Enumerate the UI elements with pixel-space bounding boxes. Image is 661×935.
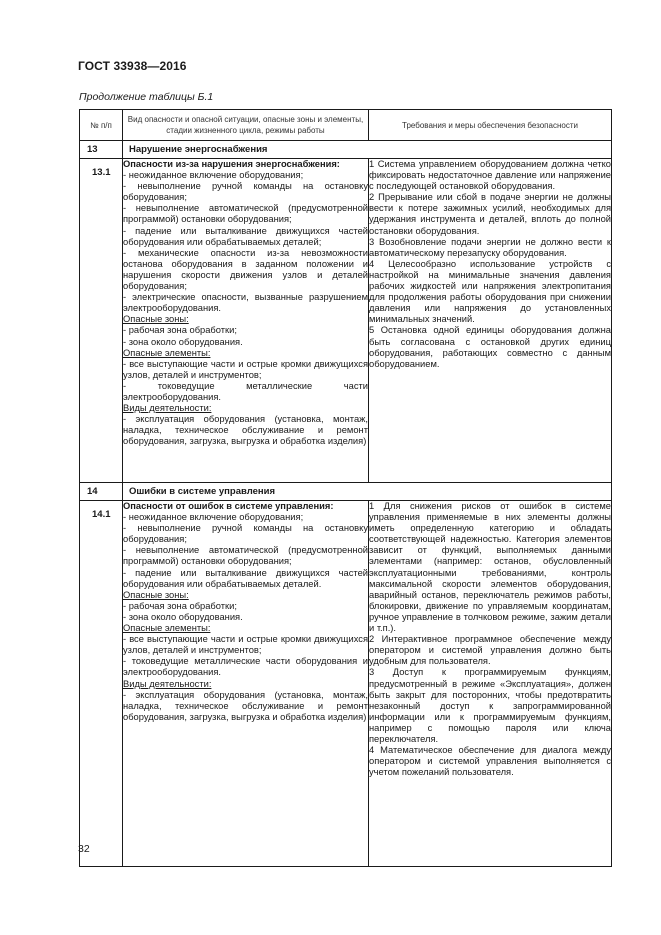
hazard-item: - электрические опасности, вызванные разрушением электрооборудования. xyxy=(123,292,368,314)
hazard-subheading: Опасные зоны: xyxy=(123,589,189,600)
requirement-item: 3 Доступ к программируемым функциям, предусмотренный в режиме «Эксплуатация», должен быть закрыт для посторонних, чтобы предотвратить незаконный доступ к запрограммированной информации или к программируемым функциям, например с помощью пароля или ключа переключателя. xyxy=(369,667,611,744)
hazard-item: - неожиданное включение оборудования; xyxy=(123,170,304,181)
table-header-row xyxy=(80,110,612,141)
hazard-item: - все выступающие части и острые кромки движущихся узлов, деталей и инструментов; xyxy=(123,358,368,380)
hazard-item: - невыполнение ручной команды на остановку оборудования; xyxy=(123,181,368,203)
hazard-item: - эксплуатация оборудования (установка, монтаж, наладка, техническое обслуживание и ремонт оборудования, загрузка, выгрузка и обработка изделия) xyxy=(123,414,368,447)
hazard-description xyxy=(123,501,369,867)
requirement-item: 1 Система управлением оборудованием должна четко фиксировать недостаточное давление или напряжение с последующей остановкой оборудования. xyxy=(369,159,611,192)
hazard-subheading: Виды деятельности: xyxy=(123,678,212,689)
document-code: ГОСТ 33938—2016 xyxy=(78,59,187,73)
hazard-subheading: Опасные элементы: xyxy=(123,347,211,358)
hazard-heading: Опасности от ошибок в системе управления: xyxy=(123,501,334,511)
hazard-heading: Опасности из-за нарушения энергоснабжения: xyxy=(123,159,340,169)
column-header-hazard: Вид опасности и опасной ситуации, опасные зоны и элементы, стадии жизненного цикла, режимы работы xyxy=(123,110,369,141)
hazard-item: - рабочая зона обработки; xyxy=(123,600,237,611)
hazard-item: - токоведущие металлические части оборудования и электрооборудования. xyxy=(123,656,368,678)
requirement-item: 5 Остановка одной единицы оборудования должна быть согласована с остановкой других единиц оборудования, работающих совместно с данным оборудованием. xyxy=(369,325,611,369)
hazard-item: - механические опасности из-за невозможности останова оборудования в заданном положении и нарушения скорости движения узлов и деталей оборудования; xyxy=(123,247,368,292)
hazard-item: - зона около оборудования. xyxy=(123,336,243,347)
hazard-item: - падение или выталкивание движущихся частей оборудования или обрабатываемых деталей; xyxy=(123,225,368,247)
hazard-item: - все выступающие части и острые кромки движущихся узлов, деталей и инструментов; xyxy=(123,634,368,656)
safety-requirements xyxy=(369,501,612,867)
section-title: Нарушение энергоснабжения xyxy=(123,141,612,159)
hazard-item: - рабочая зона обработки; xyxy=(123,325,237,336)
item-number: 13.1 xyxy=(80,159,123,483)
section-row-14 xyxy=(80,483,612,501)
item-number: 14.1 xyxy=(80,501,123,867)
section-number: 14 xyxy=(80,483,123,501)
column-header-number: № п/п xyxy=(80,110,123,141)
hazard-item: - падение или выталкивание движущихся частей оборудования или обрабатываемых деталей. xyxy=(123,567,368,589)
section-title: Ошибки в системе управления xyxy=(123,483,612,501)
hazard-item: - токоведущие металлические части электрооборудования. xyxy=(123,380,368,402)
section-row-13 xyxy=(80,141,612,159)
hazard-item: - невыполнение автоматической (предусмотренной программой) остановки оборудования; xyxy=(123,545,368,567)
hazard-item: - зона около оборудования. xyxy=(123,611,243,622)
safety-requirements-table xyxy=(79,109,612,867)
table-continuation-label: Продолжение таблицы Б.1 xyxy=(79,91,214,103)
requirement-item: 1 Для снижения рисков от ошибок в системе управления применяемые в них элементы должны иметь определенную категорию и обладать соответствующей надежностью. Категория элементов зависит от функций, выполняемых данными элементами (например: останов, обусловленный эксплуатационными требованиями, контроль максимальной скорости элементов оборудования, аварийный останов, переключатель режимов работы, блокировки, движение по управляемым координатам, ручное управление в толчковом режиме, зажим детали и т.п.). xyxy=(369,501,611,634)
page-number: 32 xyxy=(78,843,90,855)
requirement-item: 3 Возобновление подачи энергии не должно вести к автоматическому перезапуску оборудования. xyxy=(369,236,611,258)
hazard-item: - невыполнение ручной команды на остановку оборудования; xyxy=(123,523,368,545)
table-row-14-1 xyxy=(80,501,612,867)
requirement-item: 4 Математическое обеспечение для диалога между оператором и системой управления выполняется с учетом пожеланий пользователя. xyxy=(369,745,611,778)
requirement-item: 2 Прерывание или сбой в подаче энергии не должны вести к потере зажимных усилий, необходимых для удержания инструмента и деталей, вплоть до полной остановки оборудования. xyxy=(369,192,611,236)
safety-requirements xyxy=(369,159,612,483)
hazard-item: - эксплуатация оборудования (установка, монтаж, наладка, техническое обслуживание и ремонт оборудования, загрузка, выгрузка и обработка изделия) xyxy=(123,689,368,722)
requirement-item: 4 Целесообразно использование устройств с настройкой на минимальные значения давления рабочих жидкостей или напряжения электропитания для продолжения работы оборудования при снижении давления или напряжения до установленных минимальных значений. xyxy=(369,258,611,325)
hazard-item: - неожиданное включение оборудования; xyxy=(123,512,304,523)
requirement-item: 2 Интерактивное программное обеспечение между оператором и системой управления должно быть удобным для пользователя. xyxy=(369,634,611,667)
table-row-13-1 xyxy=(80,159,612,483)
hazard-subheading: Опасные зоны: xyxy=(123,314,189,325)
hazard-subheading: Виды деятельности: xyxy=(123,403,212,414)
hazard-description xyxy=(123,159,369,483)
hazard-item: - невыполнение автоматической (предусмотренной программой) остановки оборудования; xyxy=(123,203,368,225)
section-number: 13 xyxy=(80,141,123,159)
column-header-requirements: Требования и меры обеспечения безопасности xyxy=(369,110,612,141)
hazard-subheading: Опасные элементы: xyxy=(123,623,211,634)
